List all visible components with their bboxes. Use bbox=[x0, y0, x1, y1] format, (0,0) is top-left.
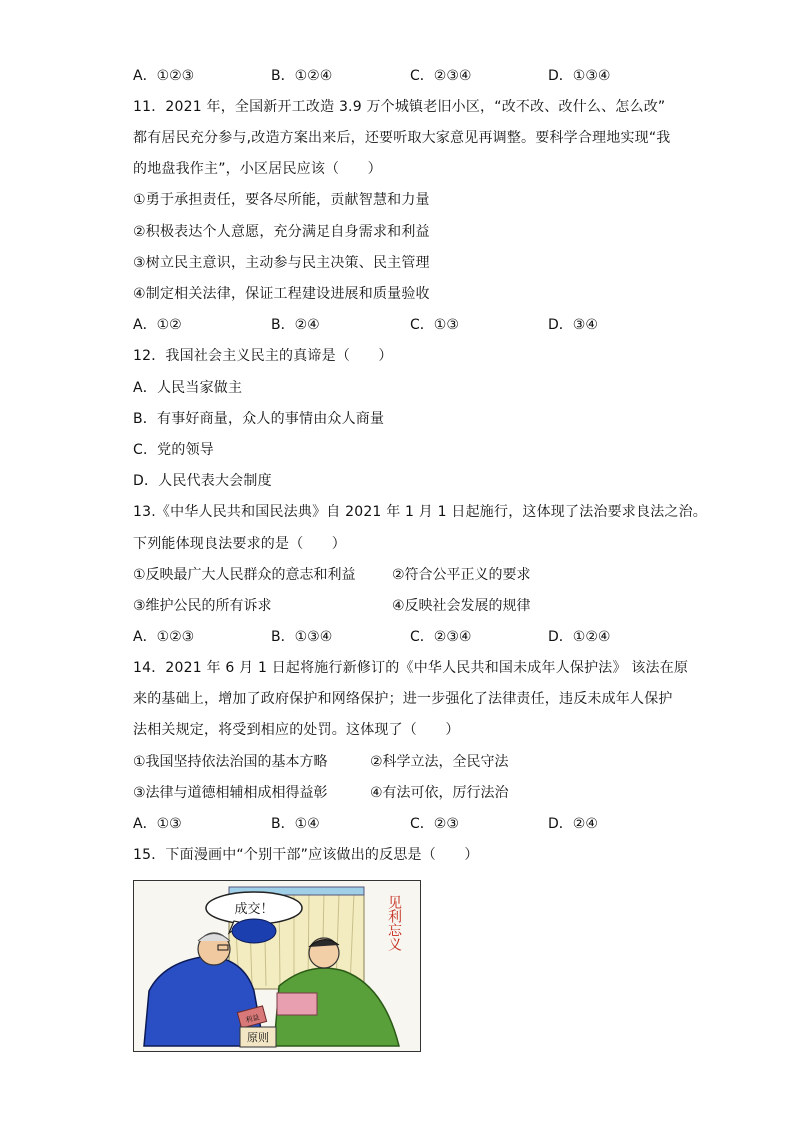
q11-item-4: ④制定相关法律，保证工程建设进展和质量验收 bbox=[133, 286, 430, 302]
q14-option-a: A．①③ bbox=[133, 816, 182, 832]
q11-option-a: A．①② bbox=[133, 317, 182, 333]
cartoon-illustration bbox=[134, 881, 420, 1051]
cartoon-paper-text: 原则 bbox=[247, 1031, 269, 1044]
q14-stem-line-1: 14．2021 年 6 月 1 日起将施行新修订的《中华人民共和国未成年人保护法》 该法在原 bbox=[133, 660, 689, 676]
q13-option-b: B．①③④ bbox=[271, 629, 333, 645]
q15-stem: 15．下面漫画中“个别干部”应该做出的反思是（ ） bbox=[133, 847, 479, 863]
q12-stem: 12．我国社会主义民主的真谛是（ ） bbox=[133, 348, 393, 364]
q11-item-2: ②积极表达个人意愿，充分满足自身需求和利益 bbox=[133, 224, 430, 240]
q11-option-c: C．①③ bbox=[410, 317, 459, 333]
q13-stem-line-2: 下列能体现良法要求的是（ ） bbox=[133, 536, 346, 552]
q11-stem-line-2: 都有居民充分参与,改造方案出来后，还要听取大家意见再调整。要科学合理地实现“我 bbox=[133, 130, 671, 146]
q11-option-d: D．③④ bbox=[548, 317, 598, 333]
q11-stem-line-3: 的地盘我作主”，小区居民应该（ ） bbox=[133, 161, 382, 177]
q12-option-b: B．有事好商量，众人的事情由众人商量 bbox=[133, 411, 385, 427]
q12-option-c: C．党的领导 bbox=[133, 442, 214, 458]
q10-option-a: A．①②③ bbox=[133, 68, 195, 84]
q14-option-d: D．②④ bbox=[548, 816, 598, 832]
q14-item-1: ①我国坚持依法治国的基本方略 bbox=[133, 754, 328, 770]
cartoon-image bbox=[133, 880, 421, 1052]
q14-stem-line-2: 来的基础上，增加了政府保护和网络保护；进一步强化了法律责任，违反未成年人保护 bbox=[133, 691, 673, 707]
q13-stem-line-1: 13.《中华人民共和国民法典》自 2021 年 1 月 1 日起施行，这体现了法治要求良法之治。 bbox=[133, 504, 708, 520]
cartoon-tag-text: 利益 bbox=[244, 1013, 261, 1025]
cartoon-side-text: 见利忘义 bbox=[386, 895, 402, 951]
q13-item-1: ①反映最广大人民群众的意志和利益 bbox=[133, 567, 356, 583]
q10-option-c: C．②③④ bbox=[410, 68, 472, 84]
q14-option-b: B．①④ bbox=[271, 816, 320, 832]
q11-item-3: ③树立民主意识，主动参与民主决策、民主管理 bbox=[133, 255, 430, 271]
q13-option-c: C．②③④ bbox=[410, 629, 472, 645]
q14-item-3: ③法律与道德相辅相成相得益彰 bbox=[133, 785, 328, 801]
q11-item-1: ①勇于承担责任，要各尽所能，贡献智慧和力量 bbox=[133, 192, 430, 208]
q13-option-a: A．①②③ bbox=[133, 629, 195, 645]
q12-option-d: D．人民代表大会制度 bbox=[133, 473, 272, 489]
q14-item-2: ②科学立法，全民守法 bbox=[370, 754, 509, 770]
q13-item-2: ②符合公平正义的要求 bbox=[392, 567, 531, 583]
q13-option-d: D．①②④ bbox=[548, 629, 611, 645]
q11-option-b: B．②④ bbox=[271, 317, 320, 333]
q13-item-4: ④反映社会发展的规律 bbox=[392, 598, 531, 614]
q12-option-a: A．人民当家做主 bbox=[133, 380, 243, 396]
q14-item-4: ④有法可依，厉行法治 bbox=[370, 785, 509, 801]
q10-option-d: D．①③④ bbox=[548, 68, 611, 84]
speech-bubble-text: 成交！ bbox=[234, 902, 274, 917]
q10-option-b: B．①②④ bbox=[271, 68, 333, 84]
q14-option-c: C．②③ bbox=[410, 816, 459, 832]
q11-stem-line-1: 11．2021 年，全国新开工改造 3.9 万个城镇老旧小区，“改不改、改什么、怎么改” bbox=[133, 99, 666, 115]
q13-item-3: ③维护公民的所有诉求 bbox=[133, 598, 272, 614]
q14-stem-line-3: 法相关规定，将受到相应的处罚。这体现了（ ） bbox=[133, 722, 460, 738]
